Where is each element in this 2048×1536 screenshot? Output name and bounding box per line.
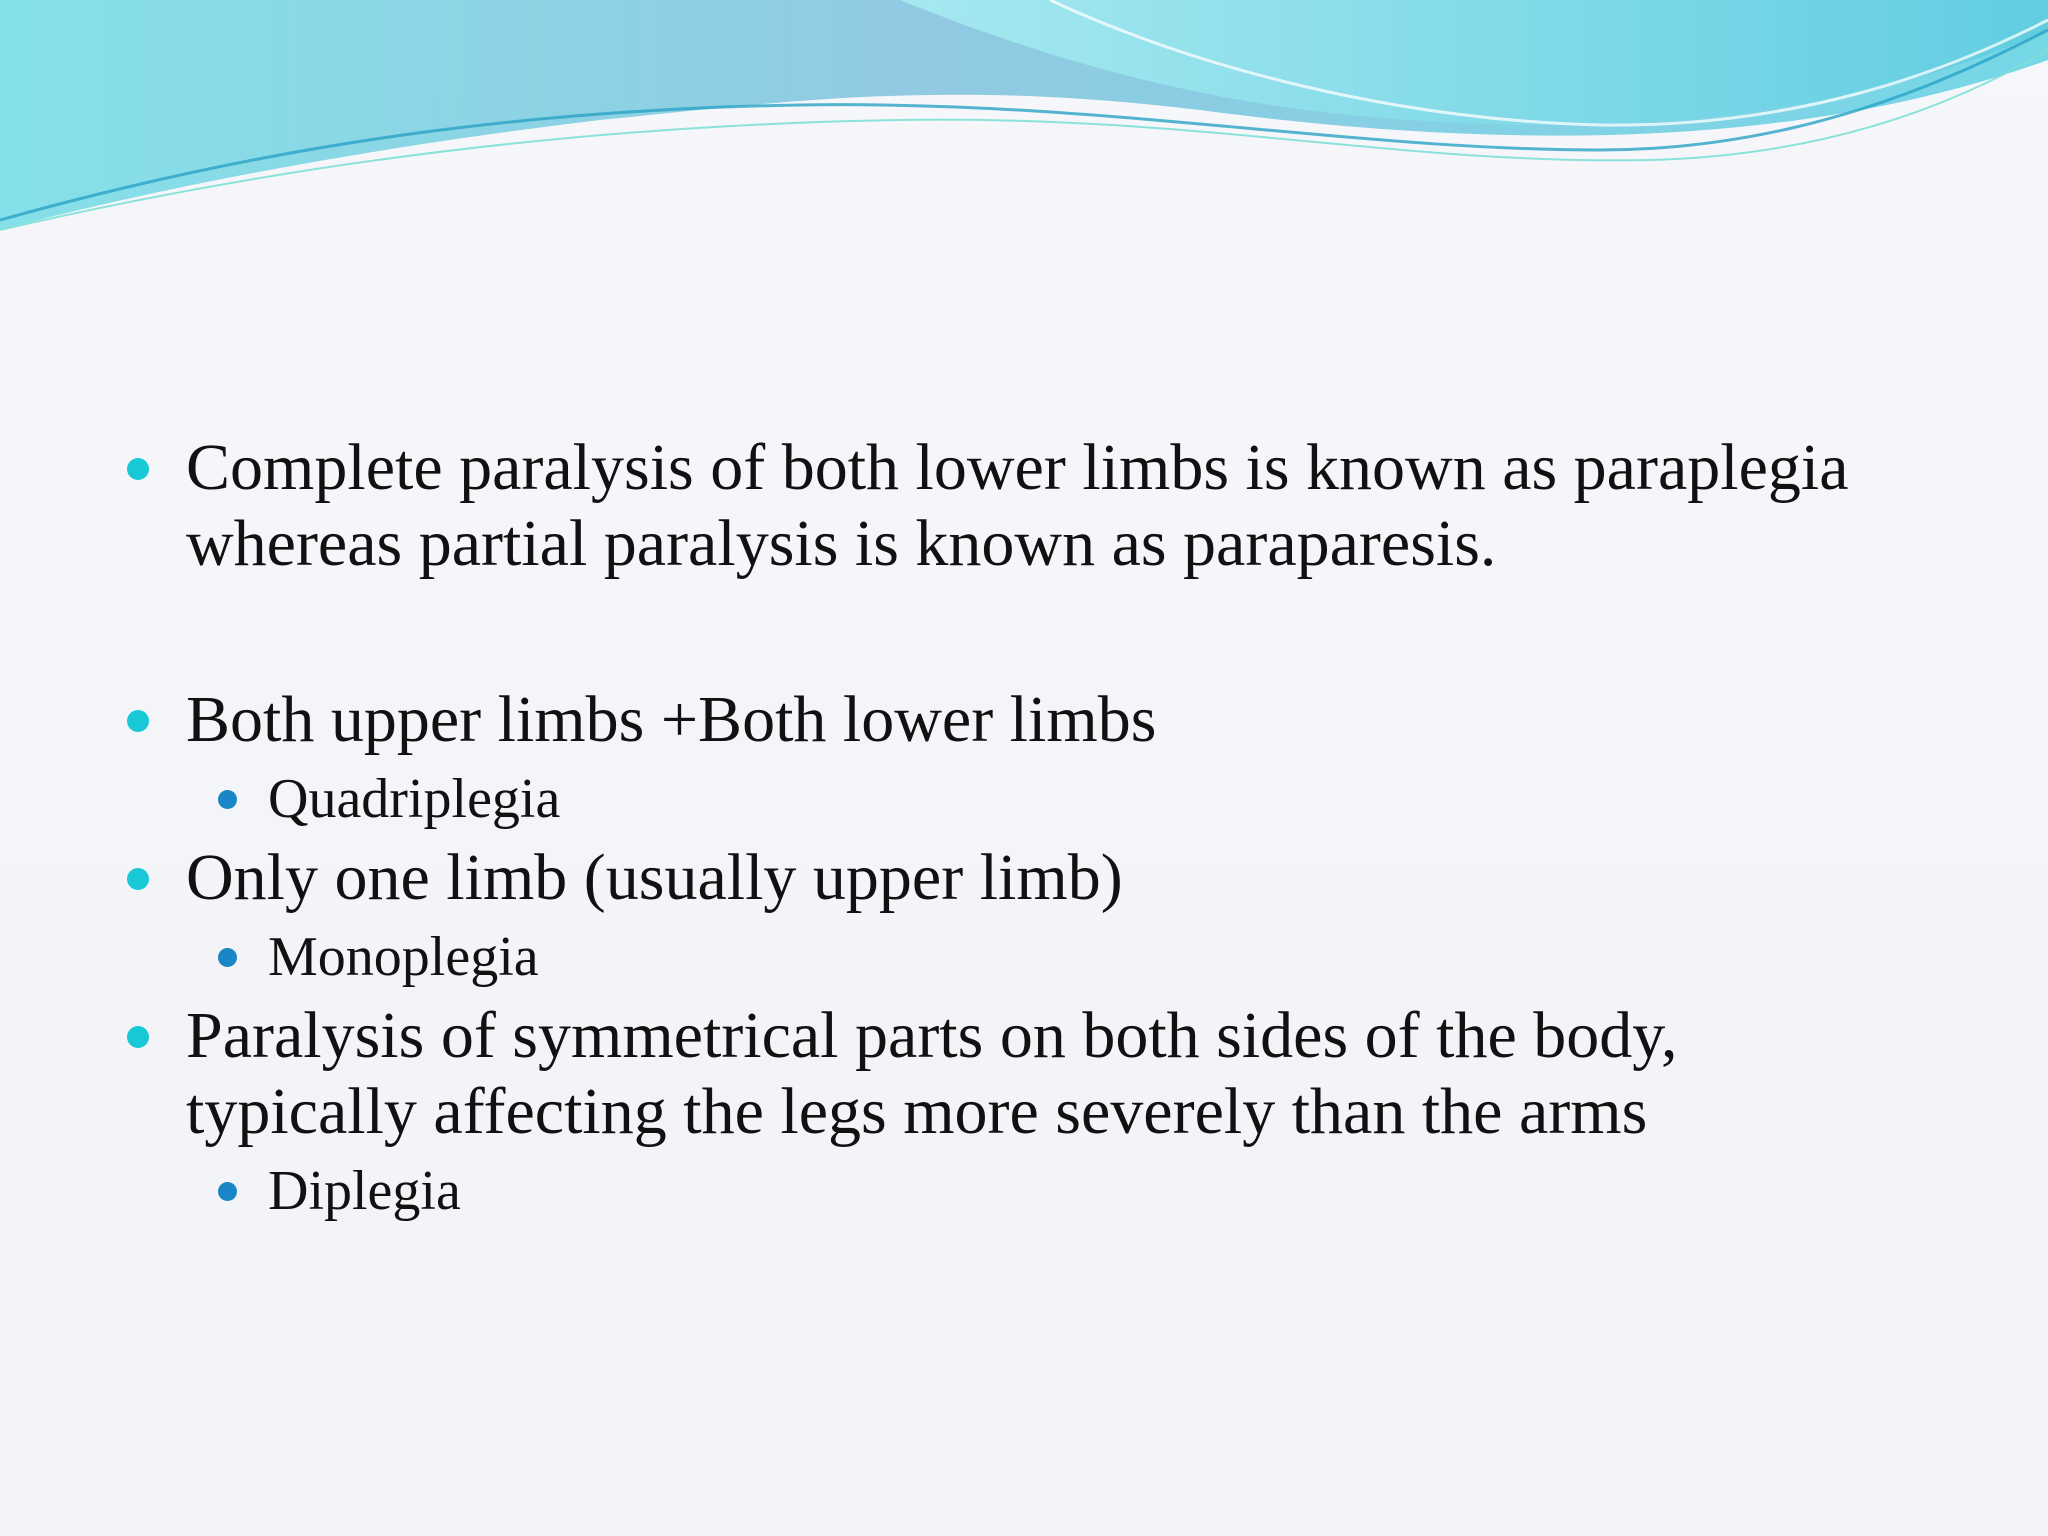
bullet-dot-icon	[127, 710, 149, 732]
bullet-text: Paralysis of symmetrical parts on both sides of the body, typically affecting the legs more severely than the arms	[186, 999, 1678, 1148]
wave-banner	[0, 0, 2048, 240]
bullet-item	[120, 682, 1920, 758]
bullet-text: Only one limb (usually upper limb)	[186, 841, 1123, 914]
bullet-text: Both upper limbs +Both lower limbs	[186, 683, 1157, 756]
bullet-dot-icon	[127, 1026, 149, 1048]
sub-bullet-item	[120, 1158, 1920, 1224]
sub-bullet-text: Diplegia	[268, 1160, 461, 1222]
bullet-list	[120, 430, 1920, 1224]
bullet-dot-icon	[127, 868, 149, 890]
sub-bullet-dot-icon	[218, 1182, 237, 1201]
sub-bullet-item	[120, 766, 1920, 832]
bullet-text: Complete paralysis of both lower limbs is known as paraplegia whereas partial paralysis is known as paraparesis.	[186, 431, 1849, 580]
bullet-item	[120, 430, 1920, 582]
sub-bullet-dot-icon	[218, 790, 237, 809]
sub-bullet-text: Monoplegia	[268, 926, 539, 988]
bullet-item	[120, 840, 1920, 916]
sub-bullet-text: Quadriplegia	[268, 768, 561, 830]
bullet-dot-icon	[127, 458, 149, 480]
sub-bullet-dot-icon	[218, 948, 237, 967]
bullet-item	[120, 998, 1920, 1150]
sub-bullet-item	[120, 924, 1920, 990]
